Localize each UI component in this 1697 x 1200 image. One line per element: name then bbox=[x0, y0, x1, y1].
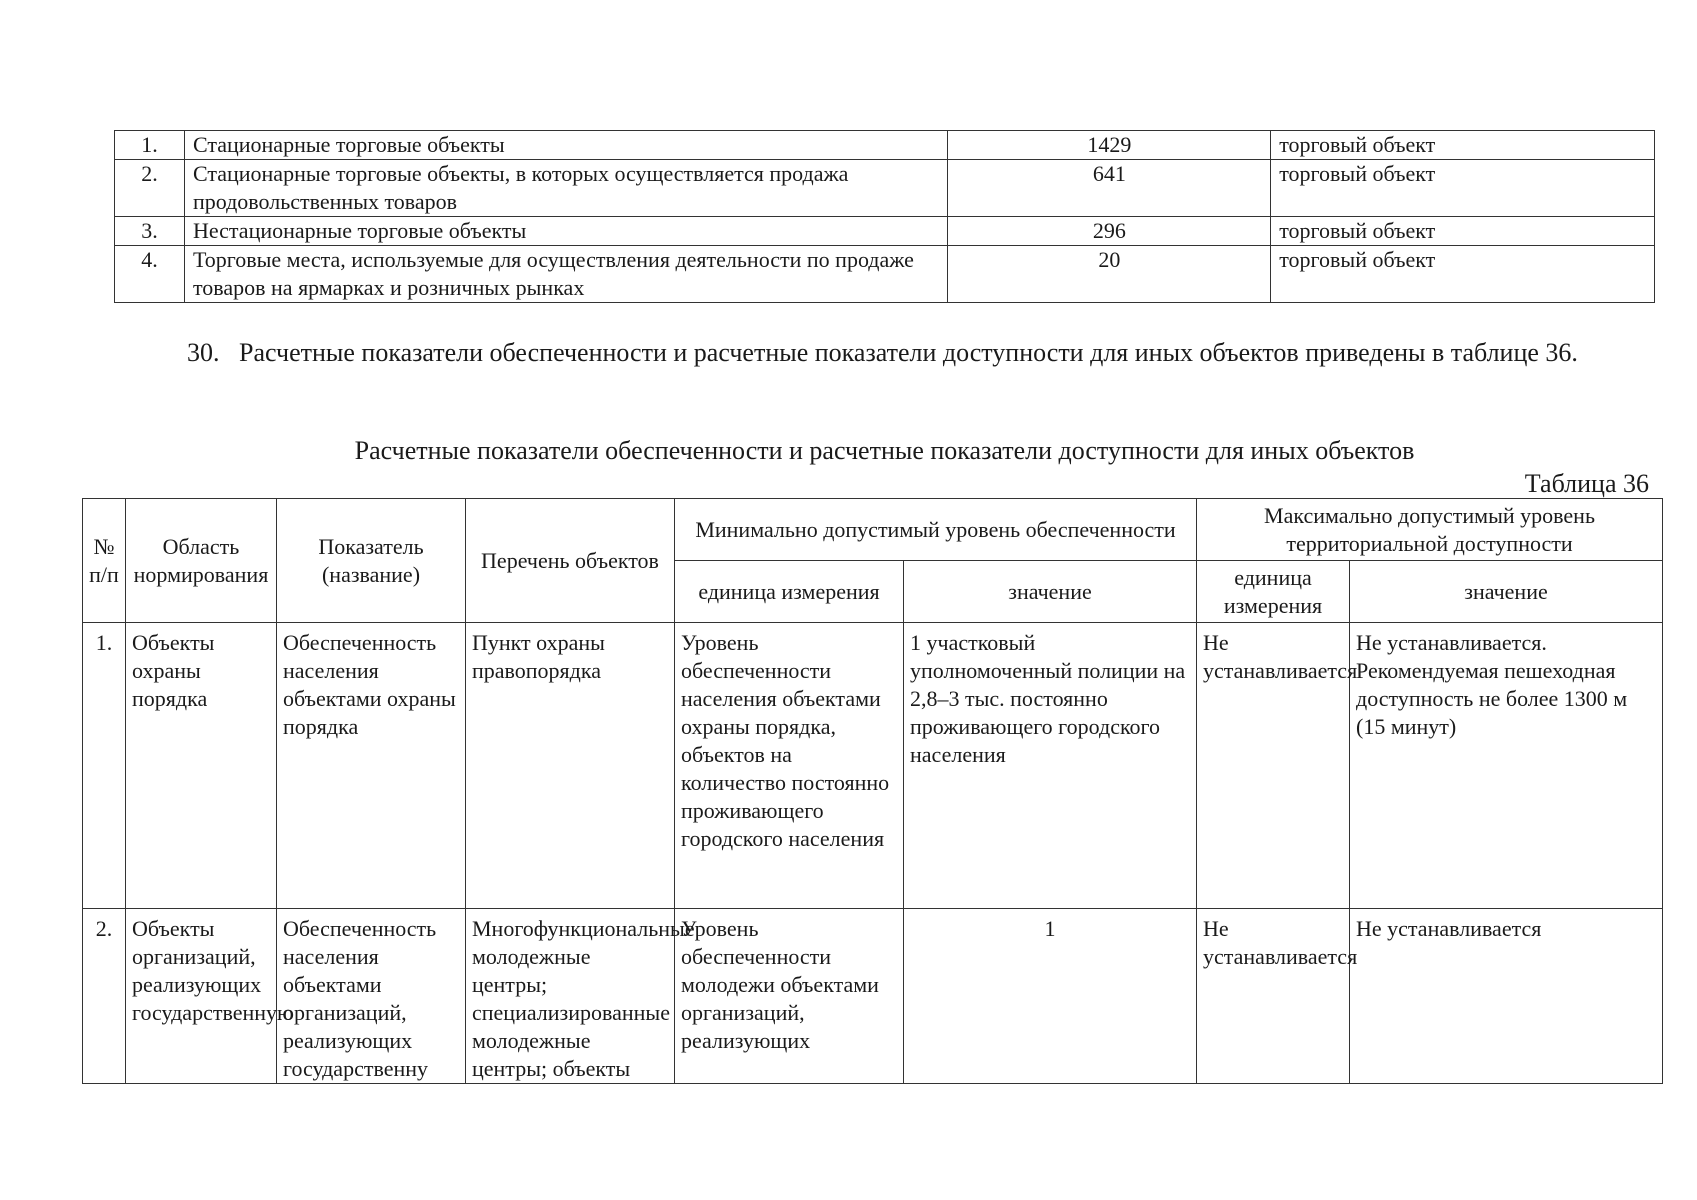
row-max-unit: Не устанавливается bbox=[1197, 909, 1350, 1084]
table-row bbox=[83, 909, 1663, 1084]
table-row bbox=[115, 160, 1655, 217]
row-name: Стационарные торговые объекты bbox=[184, 131, 948, 160]
row-min-value: 1 участковый уполномоченный полиции на 2,8–3 тыс. постоянно проживающего городского населения bbox=[904, 623, 1197, 909]
header-row bbox=[83, 499, 1663, 561]
row-number: 4. bbox=[115, 246, 185, 303]
table-row bbox=[115, 217, 1655, 246]
row-min-unit: Уровень обеспеченности молодежи объектами организаций, реализующих bbox=[675, 909, 904, 1084]
row-min-unit: Уровень обеспеченности населения объектами охраны порядка, объектов на количество постоянно проживающего городского населения bbox=[675, 623, 904, 909]
row-max-value: Не устанавливается. Рекомендуемая пешеходная доступность не более 1300 м (15 минут) bbox=[1350, 623, 1663, 909]
indicators-table bbox=[82, 498, 1663, 1084]
row-value: 641 bbox=[948, 160, 1271, 217]
row-min-value: 1 bbox=[904, 909, 1197, 1084]
row-number: 3. bbox=[115, 217, 185, 246]
row-unit: торговый объект bbox=[1271, 246, 1655, 303]
row-unit: торговый объект bbox=[1271, 160, 1655, 217]
header-min-level: Минимально допустимый уровень обеспеченности bbox=[675, 499, 1197, 561]
row-name: Нестационарные торговые объекты bbox=[184, 217, 948, 246]
row-number: 1. bbox=[115, 131, 185, 160]
header-unit-2: единица измерения bbox=[1197, 561, 1350, 623]
header-max-level: Максимально допустимый уровень территориальной доступности bbox=[1197, 499, 1663, 561]
row-area: Объекты организаций, реализующих государственную bbox=[126, 909, 277, 1084]
table-caption: Расчетные показатели обеспеченности и расчетные показатели доступности для иных объектов bbox=[354, 436, 1415, 465]
row-unit: торговый объект bbox=[1271, 131, 1655, 160]
table-row bbox=[115, 131, 1655, 160]
row-number: 2. bbox=[115, 160, 185, 217]
table-number: Таблица 36 bbox=[1524, 469, 1649, 498]
table-row bbox=[115, 246, 1655, 303]
header-area: Область нормирования bbox=[126, 499, 277, 623]
trade-objects-table bbox=[114, 130, 1655, 303]
row-number: 1. bbox=[83, 623, 126, 909]
row-objects: Пункт охраны правопорядка bbox=[466, 623, 675, 909]
row-objects: Многофункциональные молодежные центры; специализированные молодежные центры; объекты bbox=[466, 909, 675, 1084]
row-indicator: Обеспеченность населения объектами организаций, реализующих государственну bbox=[277, 909, 466, 1084]
header-value: значение bbox=[904, 561, 1197, 623]
header-objects: Перечень объектов bbox=[466, 499, 675, 623]
header-unit: единица измерения bbox=[675, 561, 904, 623]
row-indicator: Обеспеченность населения объектами охраны порядка bbox=[277, 623, 466, 909]
row-max-unit: Не устанавливается bbox=[1197, 623, 1350, 909]
row-max-value: Не устанавливается bbox=[1350, 909, 1663, 1084]
header-value-2: значение bbox=[1350, 561, 1663, 623]
row-value: 1429 bbox=[948, 131, 1271, 160]
row-number: 2. bbox=[83, 909, 126, 1084]
row-value: 296 bbox=[948, 217, 1271, 246]
row-area: Объекты охраны порядка bbox=[126, 623, 277, 909]
table-row bbox=[83, 623, 1663, 909]
row-name: Стационарные торговые объекты, в которых осуществляется продажа продовольственных товаров bbox=[184, 160, 948, 217]
header-num: № п/п bbox=[83, 499, 126, 623]
row-unit: торговый объект bbox=[1271, 217, 1655, 246]
body-paragraph: 30. Расчетные показатели обеспеченности и расчетные показатели доступности для иных объектов приведены в таблице 36. bbox=[187, 338, 1578, 367]
header-indicator: Показатель (название) bbox=[277, 499, 466, 623]
row-name: Торговые места, используемые для осуществления деятельности по продаже товаров на ярмарках и розничных рынках bbox=[184, 246, 948, 303]
row-value: 20 bbox=[948, 246, 1271, 303]
